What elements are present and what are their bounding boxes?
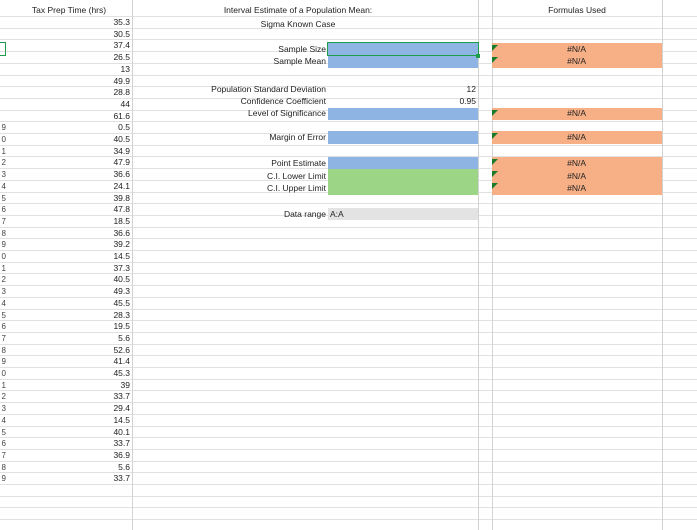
error-indicator-icon [492, 57, 498, 63]
grid-row-line [0, 507, 697, 508]
error-indicator-icon [492, 45, 498, 51]
label-margin-error[interactable]: Margin of Error [269, 132, 326, 142]
row-number: 9 [1, 357, 6, 366]
grid-row-line [0, 496, 697, 497]
column-a-cell[interactable]: 39 [120, 380, 130, 390]
value-confidence-coefficient[interactable]: 0.95 [459, 96, 476, 106]
column-a-cell[interactable]: 39.2 [113, 239, 130, 249]
row-number: 1 [1, 147, 6, 156]
error-indicator-icon [492, 159, 498, 165]
error-indicator-icon [492, 171, 498, 177]
formula-point-estimate[interactable]: #N/A [567, 158, 586, 168]
formula-sample-size[interactable]: #N/A [567, 44, 586, 54]
row-number: 8 [1, 346, 6, 355]
formula-ci-upper[interactable]: #N/A [567, 183, 586, 193]
column-a-cell[interactable]: 24.1 [113, 181, 130, 191]
error-indicator-icon [492, 183, 498, 189]
row-number: 9 [1, 123, 6, 132]
label-ci-lower[interactable]: C.I. Lower Limit [266, 171, 326, 181]
error-indicator-icon [492, 133, 498, 139]
column-a-cell[interactable]: 35.3 [113, 17, 130, 27]
row-number: 5 [1, 428, 6, 437]
column-a-cell[interactable]: 36.6 [113, 169, 130, 179]
selected-cell[interactable] [327, 42, 479, 56]
column-a-cell[interactable]: 34.9 [113, 146, 130, 156]
column-a-cell[interactable]: 49.3 [113, 286, 130, 296]
grid-row-line [0, 519, 697, 520]
point-estimate-cell[interactable] [328, 157, 478, 169]
formulas-header[interactable]: Formulas Used [548, 5, 606, 15]
error-indicator-icon [492, 110, 498, 116]
column-a-cell[interactable]: 45.5 [113, 298, 130, 308]
column-a-cell[interactable]: 40.5 [113, 274, 130, 284]
value-population-std-dev[interactable]: 12 [466, 84, 476, 94]
column-a-cell[interactable]: 52.6 [113, 345, 130, 355]
row-number: 1 [1, 264, 6, 273]
row-number: 8 [1, 463, 6, 472]
row-number: 9 [1, 240, 6, 249]
column-a-cell[interactable]: 26.5 [113, 52, 130, 62]
row-number: 8 [1, 229, 6, 238]
row-number: 4 [1, 299, 6, 308]
column-a-cell[interactable]: 40.5 [113, 134, 130, 144]
formula-ci-lower[interactable]: #N/A [567, 171, 586, 181]
row-number: 0 [1, 369, 6, 378]
sheet-title-line2[interactable]: Sigma Known Case [260, 19, 336, 29]
margin-error-cell[interactable] [328, 131, 478, 144]
column-a-cell[interactable]: 37.4 [113, 40, 130, 50]
column-a-cell[interactable]: 5.6 [118, 462, 130, 472]
data-range-value[interactable]: A:A [330, 209, 344, 219]
label-sample-mean[interactable]: Sample Mean [273, 56, 326, 66]
sheet-title-line1[interactable]: Interval Estimate of a Population Mean: [223, 5, 373, 15]
column-a-cell[interactable]: 40.1 [113, 427, 130, 437]
column-a-header[interactable]: Tax Prep Time (hrs) [31, 5, 107, 15]
grid-col-line [662, 0, 663, 530]
label-point-estimate[interactable]: Point Estimate [271, 158, 326, 168]
row-number: 9 [1, 474, 6, 483]
column-a-cell[interactable]: 36.9 [113, 450, 130, 460]
column-a-cell[interactable]: 14.5 [113, 415, 130, 425]
formula-margin-error[interactable]: #N/A [567, 132, 586, 142]
row-number: 7 [1, 451, 6, 460]
column-a-cell[interactable]: 47.8 [113, 204, 130, 214]
row-number: 3 [1, 170, 6, 179]
column-a-cell[interactable]: 28.8 [113, 87, 130, 97]
column-a-cell[interactable]: 47.9 [113, 157, 130, 167]
column-a-cell[interactable]: 41.4 [113, 356, 130, 366]
column-a-cell[interactable]: 45.3 [113, 368, 130, 378]
row-number: 2 [1, 275, 6, 284]
column-a-cell[interactable]: 44 [120, 99, 130, 109]
column-a-cell[interactable]: 36.6 [113, 228, 130, 238]
row-number: 4 [1, 416, 6, 425]
column-a-cell[interactable]: 0.5 [118, 122, 130, 132]
row-number: 2 [1, 392, 6, 401]
row-number: 0 [1, 252, 6, 261]
row-number: 1 [1, 381, 6, 390]
row-number: 2 [1, 158, 6, 167]
row-number: 6 [1, 205, 6, 214]
column-a-cell[interactable]: 33.7 [113, 391, 130, 401]
label-sample-size[interactable]: Sample Size [278, 44, 326, 54]
column-a-cell[interactable]: 61.6 [113, 111, 130, 121]
column-a-cell[interactable]: 13 [120, 64, 130, 74]
grid-row-line [0, 484, 697, 485]
grid-col-line [478, 0, 479, 530]
row-number: 4 [1, 182, 6, 191]
label-data-range[interactable]: Data range [283, 209, 326, 219]
grid-col-line [132, 0, 133, 530]
row-number: 7 [1, 334, 6, 343]
row-number: 3 [1, 287, 6, 296]
column-a-cell[interactable]: 37.3 [113, 263, 130, 273]
column-a-cell[interactable]: 14.5 [113, 251, 130, 261]
label-level-significance[interactable]: Level of Significance [248, 108, 326, 118]
grid-col-line [492, 0, 493, 530]
level-significance-cell[interactable] [328, 108, 478, 120]
column-a-cell[interactable]: 5.6 [118, 333, 130, 343]
label-population-std-dev[interactable]: Population Standard Deviation [211, 84, 326, 94]
formula-sample-mean[interactable]: #N/A [567, 56, 586, 66]
formula-level-significance[interactable]: #N/A [567, 108, 586, 118]
column-a-cell[interactable]: 29.4 [113, 403, 130, 413]
column-a-cell[interactable]: 19.5 [113, 321, 130, 331]
label-confidence-coefficient[interactable]: Confidence Coefficient [240, 96, 326, 106]
row-number: 0 [1, 135, 6, 144]
row-number: 6 [1, 439, 6, 448]
label-ci-upper[interactable]: C.I. Upper Limit [266, 183, 326, 193]
row-number: 6 [1, 322, 6, 331]
column-a-cell[interactable]: 30.5 [113, 29, 130, 39]
column-a-cell[interactable]: 39.8 [113, 193, 130, 203]
column-a-cell[interactable]: 49.9 [113, 76, 130, 86]
ci-limit-cells[interactable] [328, 169, 478, 195]
column-a-cell[interactable]: 28.3 [113, 310, 130, 320]
row-number: 7 [1, 217, 6, 226]
row-number: 5 [1, 194, 6, 203]
row-number: 3 [1, 404, 6, 413]
column-a-cell[interactable]: 18.5 [113, 216, 130, 226]
row-number: 5 [1, 311, 6, 320]
column-a-cell[interactable]: 33.7 [113, 473, 130, 483]
fill-handle[interactable] [476, 54, 480, 58]
row-selection-indicator [0, 42, 6, 56]
column-a-cell[interactable]: 33.7 [113, 438, 130, 448]
